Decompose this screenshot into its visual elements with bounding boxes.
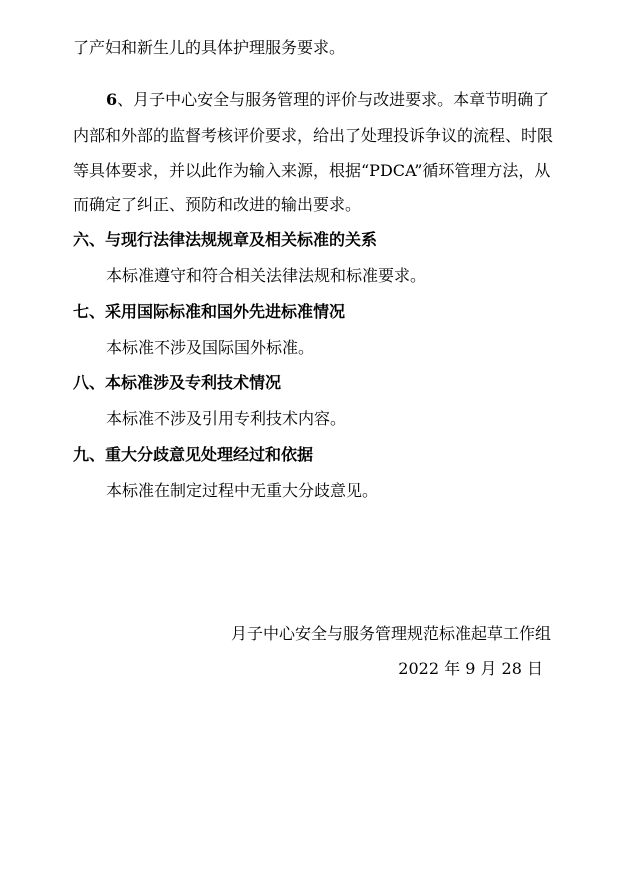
item-6-line-2: 内部和外部的监督考核评价要求，给出了处理投诉争议的流程、时限 xyxy=(73,126,554,145)
item-6-number: 6 xyxy=(106,90,118,109)
item-6-line-1-text: 、月子中心安全与服务管理的评价与改进要求。本章节明确了 xyxy=(117,90,550,109)
signature-date: 2022 年 9 月 28 日 xyxy=(398,659,543,678)
continuation-line: 了产妇和新生儿的具体护理服务要求。 xyxy=(73,38,346,57)
section-heading-6: 六、与现行法律法规规章及相关标准的关系 xyxy=(73,230,378,249)
item-6-line-4: 而确定了纠正、预防和改进的输出要求。 xyxy=(73,195,362,214)
item-6-line-3: 等具体要求，并以此作为输入来源，根据“PDCA”循环管理方法，从 xyxy=(73,161,551,180)
section-body-6: 本标准遵守和符合相关法律法规和标准要求。 xyxy=(106,266,427,285)
section-body-8: 本标准不涉及引用专利技术内容。 xyxy=(106,409,347,428)
section-body-9: 本标准在制定过程中无重大分歧意见。 xyxy=(106,481,379,500)
signature-organization: 月子中心安全与服务管理规范标准起草工作组 xyxy=(230,624,551,643)
section-heading-8: 八、本标准涉及专利技术情况 xyxy=(73,373,282,392)
item-6-line-1 xyxy=(106,90,549,110)
section-heading-9: 九、重大分歧意见处理经过和依据 xyxy=(73,445,314,464)
section-body-7: 本标准不涉及国际国外标准。 xyxy=(106,338,315,357)
section-heading-7: 七、采用国际标准和国外先进标准情况 xyxy=(73,302,346,321)
